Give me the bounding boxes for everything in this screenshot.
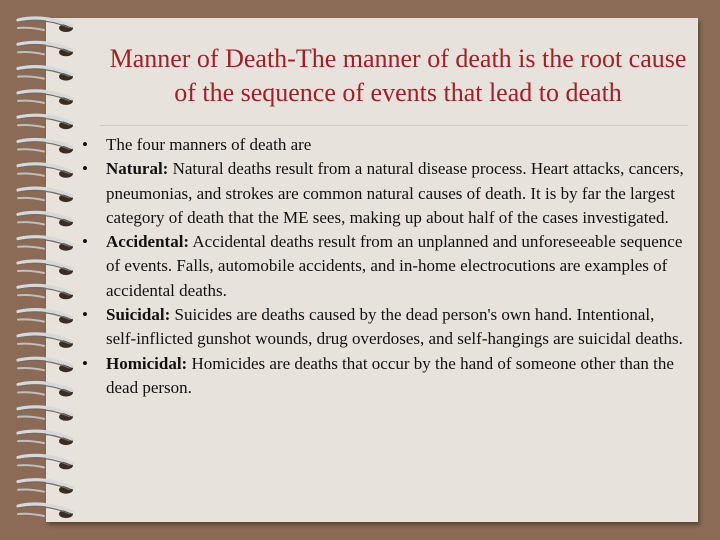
title-divider	[100, 125, 688, 126]
binding-ring	[18, 237, 73, 251]
item-label: Accidental:	[106, 232, 190, 252]
binding-ring	[18, 212, 73, 226]
binding-ring	[18, 407, 73, 421]
item-label: Suicidal:	[106, 305, 171, 325]
item-text: Accidental deaths result from an unplanned and unforeseeable sequence of events. Falls, automobile accidents, and in-home electrocutions are examples of accidental deaths.	[106, 232, 683, 300]
item-label: Homicidal:	[106, 353, 188, 373]
binding-ring	[18, 164, 73, 178]
list-item	[78, 352, 688, 401]
bullet-icon: •	[82, 305, 88, 325]
bullet-icon: •	[82, 135, 88, 154]
binding-ring	[18, 480, 73, 494]
binding-ring	[18, 18, 73, 32]
binding-ring	[18, 67, 73, 81]
item-text: Natural deaths result from a natural disease process. Heart attacks, cancers, pneumonias, and strokes are common natural causes of death. It is by far the largest category of death that the ME sees, making up about half of the cases investigated.	[106, 159, 684, 227]
list-item	[78, 157, 688, 230]
binding-ring	[18, 140, 73, 154]
bullet-list	[78, 133, 688, 400]
binding-ring	[18, 91, 73, 105]
item-text: The four manners of death are	[106, 135, 312, 154]
list-item	[78, 133, 688, 157]
list-item	[78, 230, 688, 303]
bullet-icon: •	[82, 353, 88, 373]
binding-ring	[18, 285, 73, 299]
binding-ring	[18, 431, 73, 445]
binding-ring	[18, 42, 73, 56]
slide-title: Manner of Death-The manner of death is the root cause of the sequence of events that lead to death	[109, 44, 687, 107]
binding-ring	[18, 115, 73, 129]
binding-ring	[18, 334, 73, 348]
binding-ring	[18, 188, 73, 202]
binding-ring	[18, 504, 73, 518]
item-text: Suicides are deaths caused by the dead person's own hand. Intentional, self-inflicted gunshot wounds, drug overdoses, and self-hangings are suicidal deaths.	[106, 305, 683, 349]
item-label: Natural:	[106, 159, 169, 179]
binding-ring	[18, 455, 73, 469]
bullet-icon: •	[82, 159, 88, 179]
item-text: Homicides are deaths that occur by the hand of someone other than the dead person.	[106, 353, 674, 397]
bullet-icon: •	[82, 232, 88, 252]
binding-ring	[18, 383, 73, 397]
list-item	[78, 303, 688, 352]
binding-ring	[18, 261, 73, 275]
binding-ring	[18, 310, 73, 324]
binding-ring	[18, 358, 73, 372]
